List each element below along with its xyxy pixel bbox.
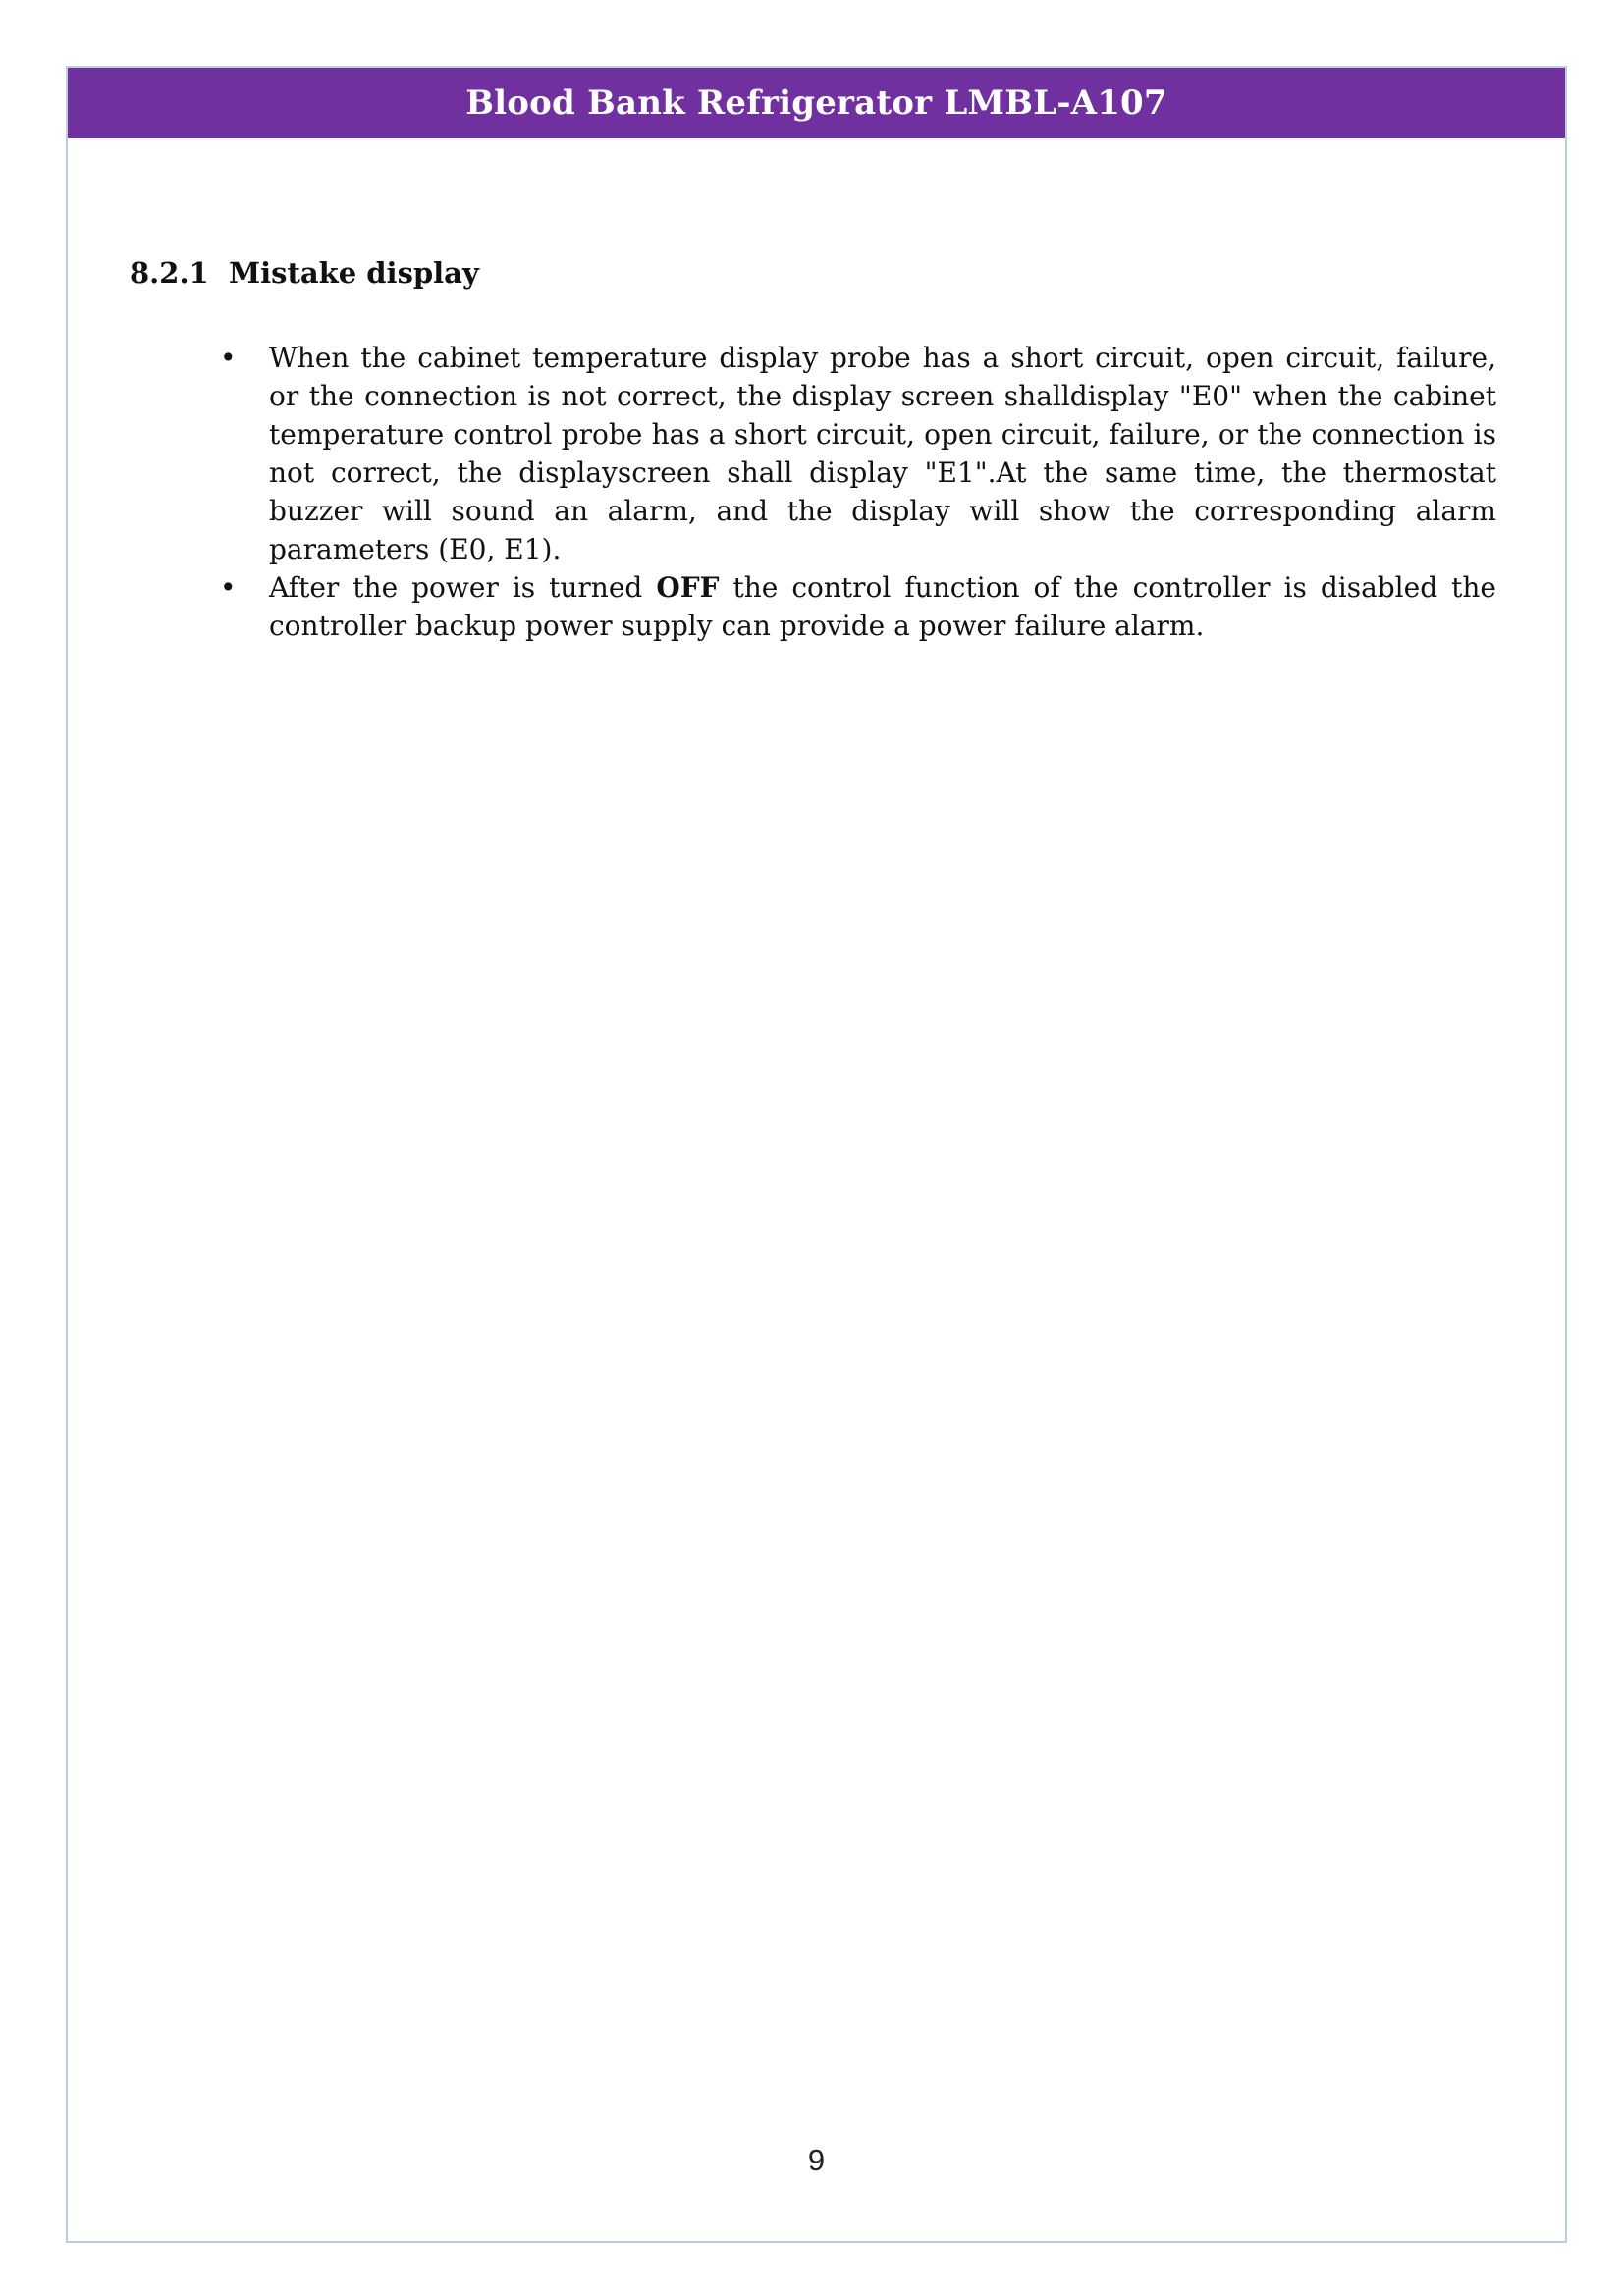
section-heading: [130, 256, 479, 290]
bullet-icon: •: [220, 571, 237, 604]
section-number: 8.2.1: [130, 256, 209, 290]
bullet-text: When the cabinet temperature display probe has a short circuit, open circuit, failure, or the connection is not correct, the display screen shalldisplay "E0" when the cabinet temperature control probe has a short circuit, open circuit, failure, or the connection is not correct, the displayscreen shall display "E1".At the same time, the thermostat buzzer will sound an alarm, and the display will show the corresponding alarm parameters (E0, E1).: [269, 342, 1496, 565]
bullet-list: [220, 339, 1496, 645]
bullet-text-after: the control function of the controller is disabled the controller backup power supply can provide a power failure alarm.: [269, 571, 1496, 642]
bullet-icon: •: [220, 342, 237, 374]
list-item: [220, 339, 1496, 568]
bullet-text-before: After the power is turned: [269, 571, 657, 604]
bullet-text-bold: OFF: [656, 571, 720, 604]
list-item: [220, 568, 1496, 645]
header-bar: [68, 68, 1565, 138]
page-frame: [66, 66, 1567, 2243]
document-title: Blood Bank Refrigerator LMBL-A107: [465, 83, 1167, 123]
page-number: 9: [807, 2143, 826, 2177]
section-title: Mistake display: [229, 256, 479, 290]
